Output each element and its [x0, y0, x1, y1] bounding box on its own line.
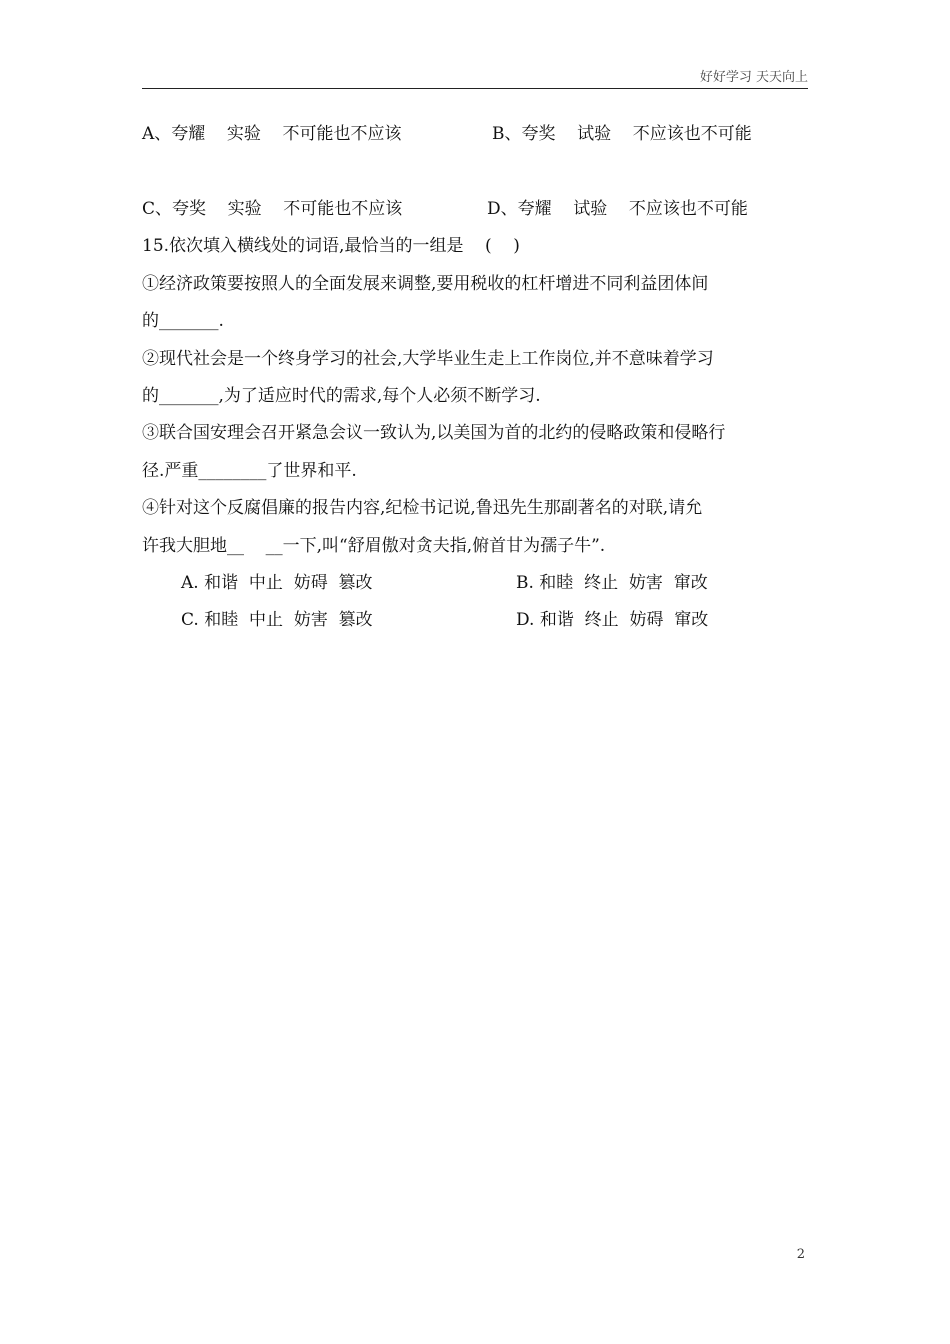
q15-stem: 15.依次填入横线处的词语,最恰当的一组是 ( ) — [142, 236, 520, 256]
q14-option-a: A、夸耀 实验 不可能也不应该 — [142, 124, 402, 144]
q15-item1-line1: ①经济政策要按照人的全面发展来调整,要用税收的杠杆增进不同利益团体间 — [142, 274, 709, 294]
page-number: 2 — [796, 1247, 805, 1262]
q15-item3-line1: ③联合国安理会召开紧急会议一致认为,以美国为首的北约的侵略政策和侵略行 — [142, 423, 726, 443]
q14-option-d: D、夸耀 试验 不应该也不可能 — [487, 199, 748, 219]
q15-item4-line1: ④针对这个反腐倡廉的报告内容,纪检书记说,鲁迅先生那副著名的对联,请允 — [142, 498, 703, 518]
q15-item1-line2: 的_______. — [142, 311, 224, 331]
q15-item4-line2: 许我大胆地__ __一下,叫“舒眉傲对贪夫指,俯首甘为孺子牛”. — [142, 536, 606, 556]
q15-option-d: D. 和谐 终止 妨碍 窜改 — [516, 610, 709, 630]
q14-option-c: C、夸奖 实验 不可能也不应该 — [142, 199, 403, 219]
page-header-motto: 好好学习 天天向上 — [699, 70, 808, 85]
q15-option-a: A. 和谐 中止 妨碍 篡改 — [181, 573, 373, 593]
q15-item3-line2: 径.严重________了世界和平. — [142, 461, 357, 481]
q15-item2-line1: ②现代社会是一个终身学习的社会,大学毕业生走上工作岗位,并不意味着学习 — [142, 349, 714, 369]
q15-item2-line2: 的_______,为了适应时代的需求,每个人必须不断学习. — [142, 386, 541, 406]
header-rule — [142, 88, 808, 89]
q14-option-b: B、夸奖 试验 不应该也不可能 — [492, 124, 752, 144]
q15-option-b: B. 和睦 终止 妨害 窜改 — [516, 573, 708, 593]
q15-option-c: C. 和睦 中止 妨害 篡改 — [181, 610, 373, 630]
